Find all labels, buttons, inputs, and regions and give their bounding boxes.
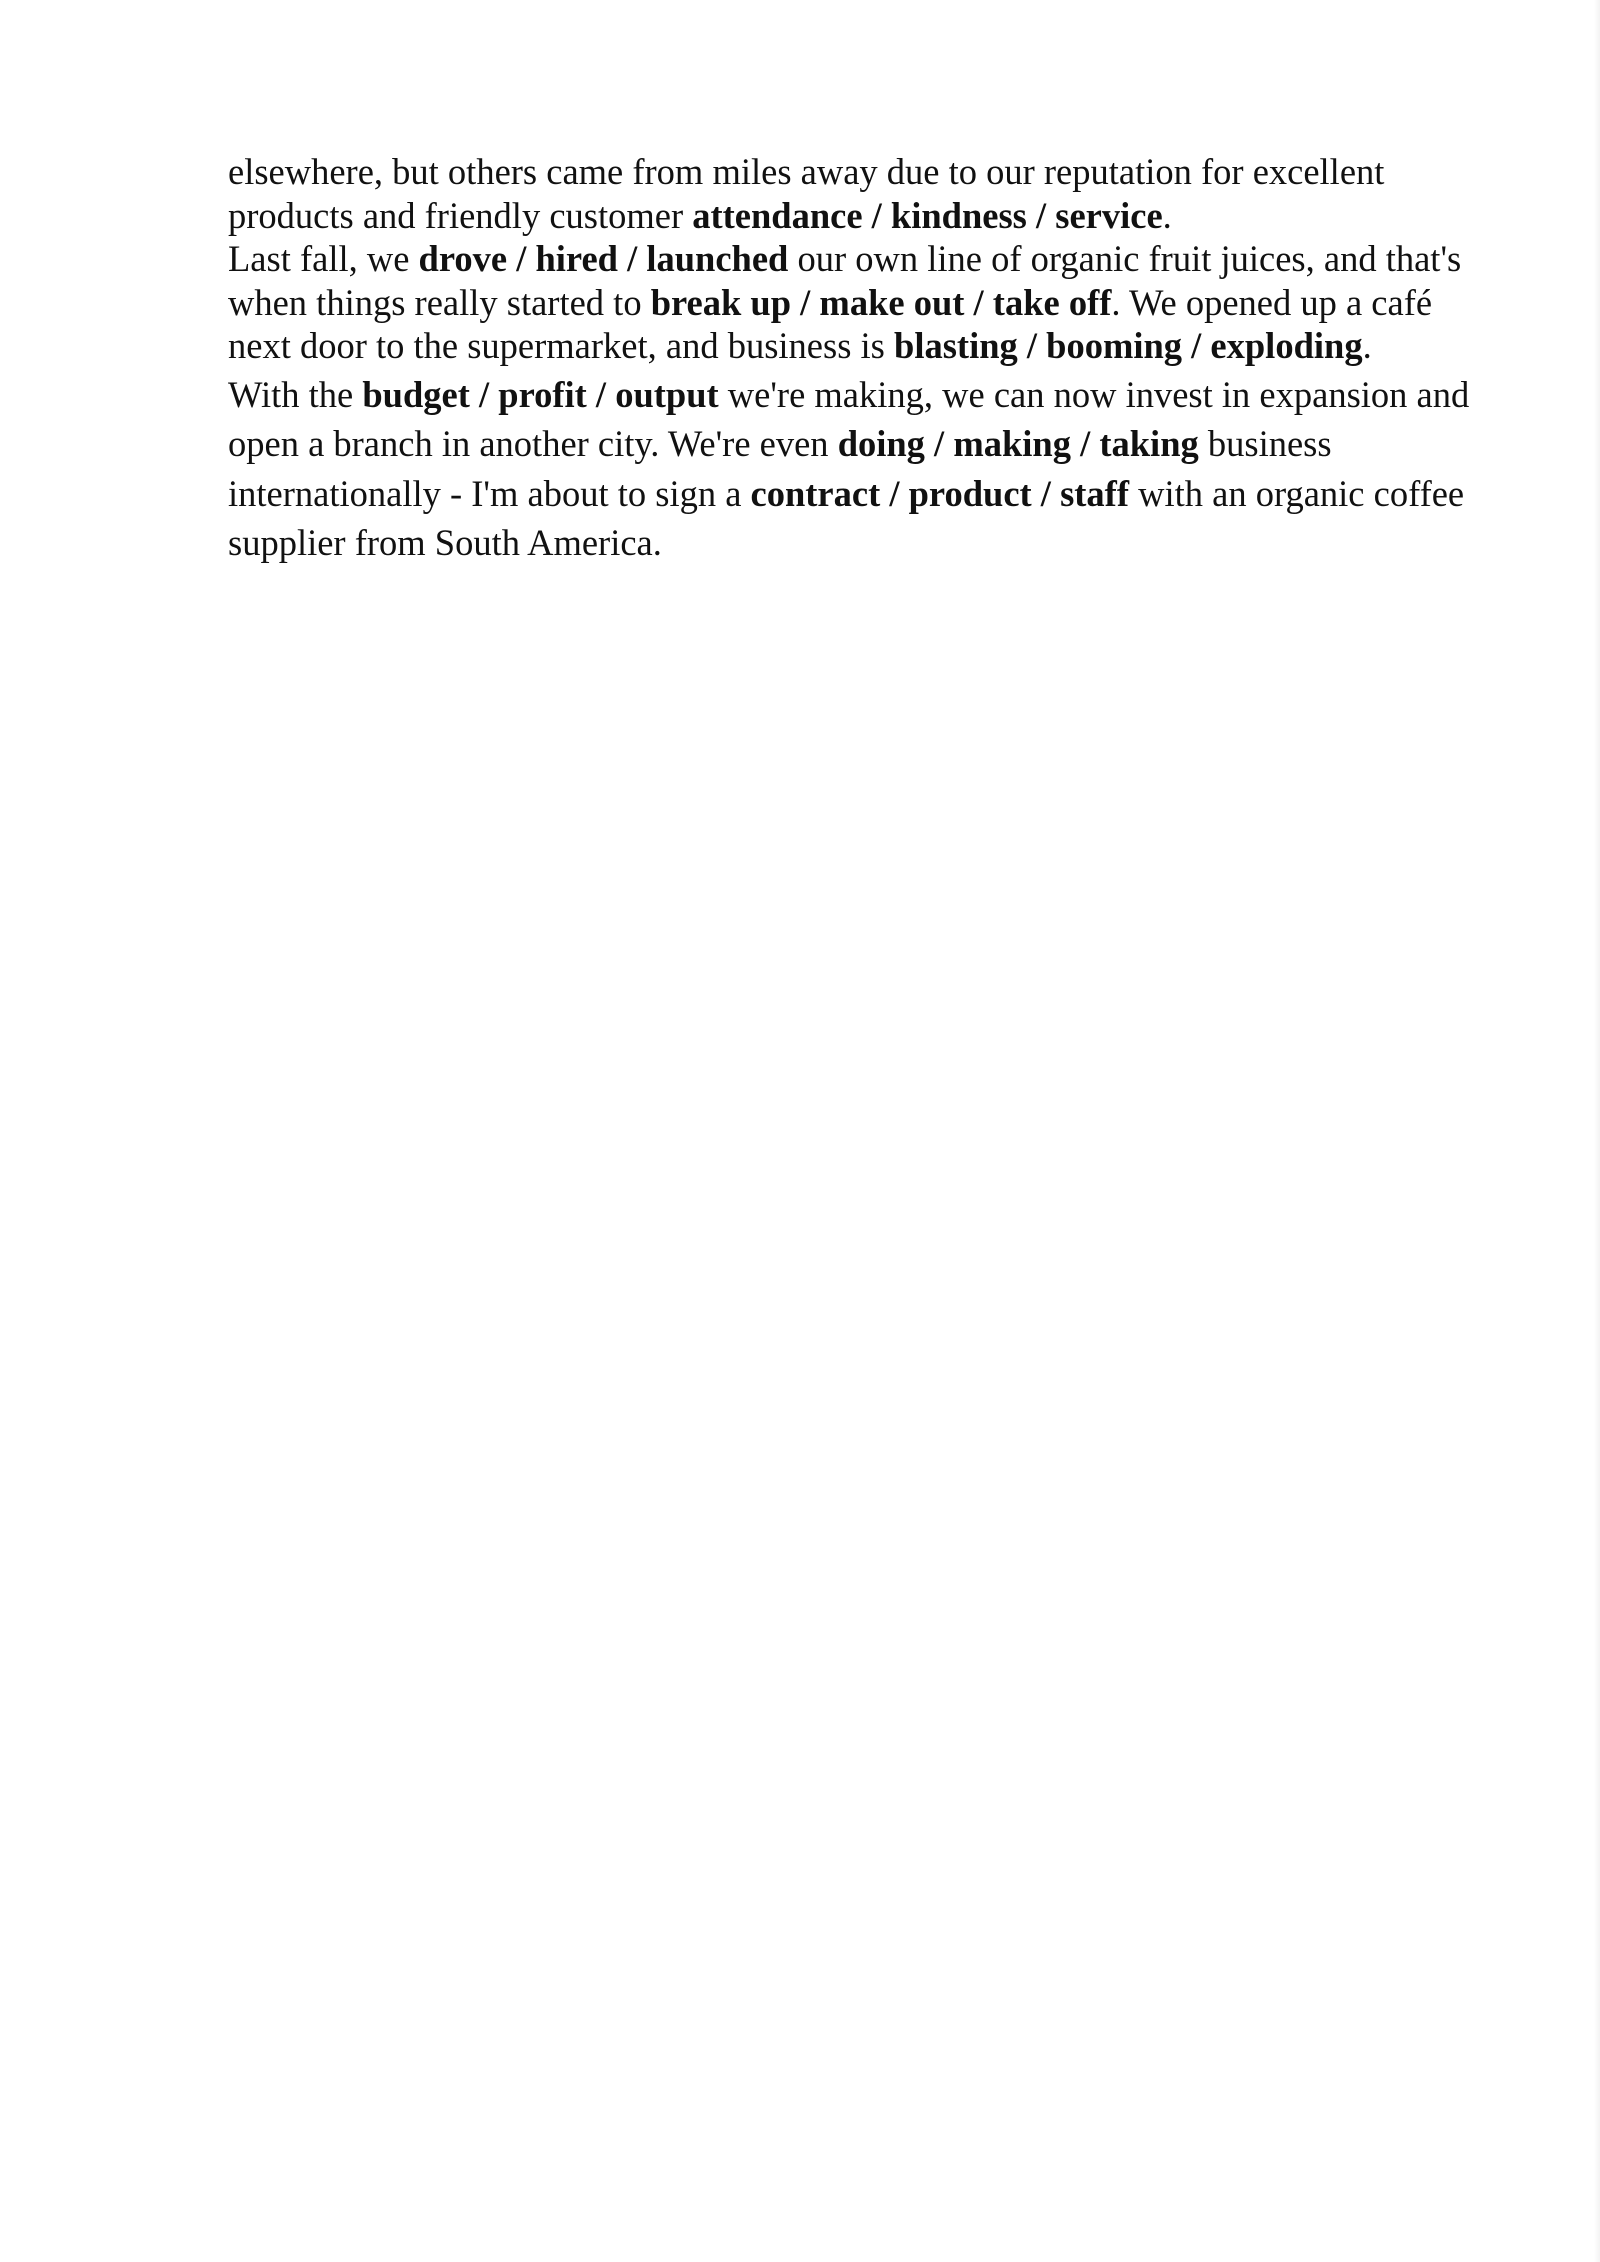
text-run: with an organic coffee supplier from South America. <box>228 472 1465 563</box>
document-body <box>228 150 1478 568</box>
paragraph-customer-service <box>228 150 1478 237</box>
word-choice-agreement-noun: contract / product / staff <box>750 472 1129 514</box>
word-choice-money-noun: budget / profit / output <box>362 373 719 415</box>
text-run: elsewhere, but others came from miles away due to our reputation for excellent products and friendly customer <box>228 151 1385 236</box>
word-choice-launch-verb: drove / hired / launched <box>418 238 789 279</box>
text-run: With the <box>228 373 363 415</box>
text-run: business internationally - I'm about to sign a <box>228 423 1332 514</box>
page-edge-shadow <box>1594 0 1600 2262</box>
paragraph-expansion <box>228 370 1478 568</box>
text-run: . <box>1362 325 1372 366</box>
text-run: we're making, we can now invest in expansion and open a branch in another city. We're even <box>228 373 1470 464</box>
word-choice-collocation-verb: doing / making / taking <box>837 423 1199 464</box>
paragraph-juice-launch <box>228 237 1478 368</box>
text-run: . <box>1162 194 1172 236</box>
word-choice-business-verb: blasting / booming / exploding <box>894 325 1363 366</box>
text-run: our own line of organic fruit juices, and that's when things really started to <box>228 238 1462 323</box>
word-choice-phrasal-verb: break up / make out / take off <box>650 281 1112 323</box>
word-choice-customer-noun: attendance / kindness / service <box>692 194 1163 236</box>
text-run: . We opened up a café next door to the supermarket, and business is <box>228 281 1433 366</box>
text-run: Last fall, we <box>228 238 419 279</box>
